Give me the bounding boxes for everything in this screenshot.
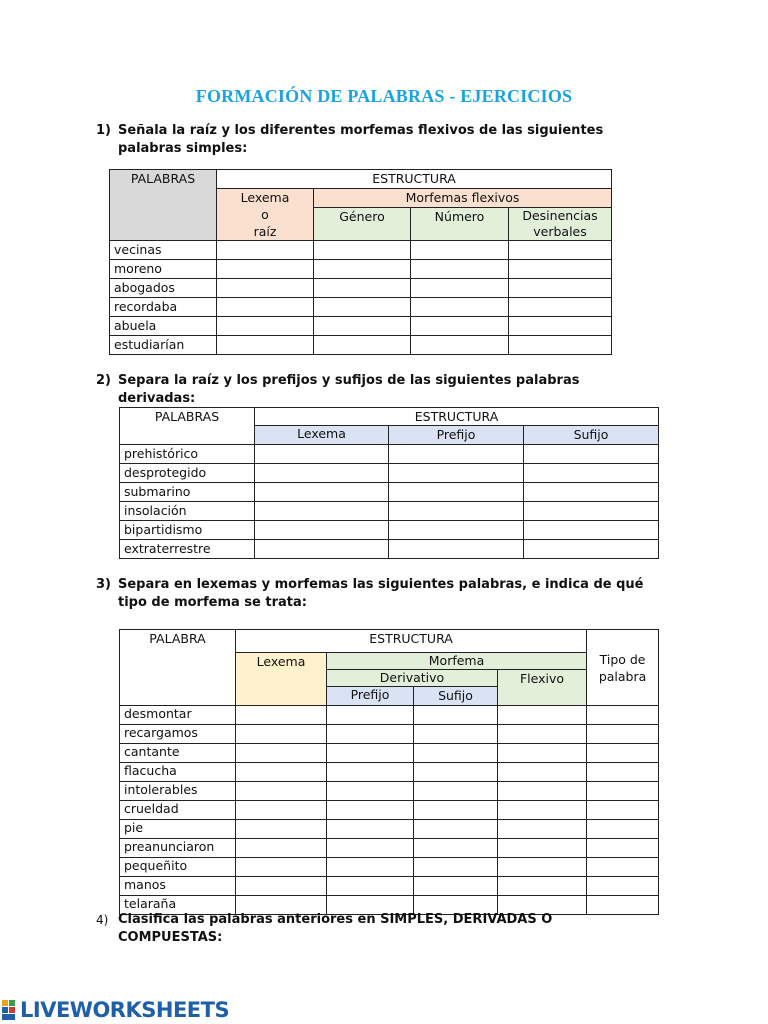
answer-cell[interactable] (411, 336, 509, 355)
header-prefijo: Prefijo (389, 426, 524, 445)
answer-cell[interactable] (389, 540, 524, 559)
answer-cell[interactable] (236, 763, 327, 782)
answer-cell[interactable] (509, 279, 612, 298)
table-q3 (119, 629, 659, 915)
answer-cell[interactable] (498, 744, 587, 763)
table-row (120, 801, 659, 820)
table-row (120, 464, 659, 483)
answer-cell[interactable] (414, 706, 498, 725)
answer-cell[interactable] (236, 839, 327, 858)
answer-cell[interactable] (587, 801, 659, 820)
answer-cell[interactable] (524, 502, 659, 521)
answer-cell[interactable] (587, 706, 659, 725)
header-sufijo: Sufijo (524, 426, 659, 445)
answer-cell[interactable] (524, 464, 659, 483)
table-row (120, 839, 659, 858)
word-cell: flacucha (120, 763, 236, 782)
answer-cell[interactable] (389, 502, 524, 521)
answer-cell[interactable] (509, 260, 612, 279)
answer-cell[interactable] (327, 763, 414, 782)
table-row (120, 540, 659, 559)
answer-cell[interactable] (314, 298, 411, 317)
word-cell: crueldad (120, 801, 236, 820)
header-genero: Género (314, 208, 411, 241)
table-q2 (119, 407, 659, 559)
table-row (110, 298, 612, 317)
answer-cell[interactable] (327, 858, 414, 877)
answer-cell[interactable] (414, 839, 498, 858)
answer-cell[interactable] (414, 725, 498, 744)
answer-cell[interactable] (587, 763, 659, 782)
header-palabra: PALABRA (120, 630, 236, 706)
answer-cell[interactable] (389, 521, 524, 540)
table-q1 (109, 169, 612, 355)
answer-cell[interactable] (498, 877, 587, 896)
question-text: Separa en lexemas y morfemas las siguientes palabras, e indica de qué tipo de morfema se trata: (118, 577, 644, 610)
word-cell: manos (120, 877, 236, 896)
answer-cell[interactable] (498, 839, 587, 858)
word-cell: estudiarían (110, 336, 217, 355)
answer-cell[interactable] (255, 540, 389, 559)
table-row (120, 502, 659, 521)
answer-cell[interactable] (236, 782, 327, 801)
word-cell: moreno (110, 260, 217, 279)
question-4 (96, 911, 656, 947)
answer-cell[interactable] (255, 483, 389, 502)
answer-cell[interactable] (236, 858, 327, 877)
table-row (110, 336, 612, 355)
answer-cell[interactable] (411, 317, 509, 336)
word-cell: preanunciaron (120, 839, 236, 858)
answer-cell[interactable] (255, 521, 389, 540)
answer-cell[interactable] (314, 279, 411, 298)
answer-cell[interactable] (217, 260, 314, 279)
answer-cell[interactable] (498, 725, 587, 744)
answer-cell[interactable] (414, 763, 498, 782)
word-cell: abuela (110, 317, 217, 336)
answer-cell[interactable] (587, 782, 659, 801)
header-morfema: Morfema (327, 653, 587, 670)
answer-cell[interactable] (411, 298, 509, 317)
answer-cell[interactable] (587, 858, 659, 877)
header-morfemas-flexivos: Morfemas flexivos (314, 189, 612, 208)
word-cell: vecinas (110, 241, 217, 260)
answer-cell[interactable] (217, 241, 314, 260)
answer-cell[interactable] (389, 464, 524, 483)
header-numero: Número (411, 208, 509, 241)
word-cell: pequeñito (120, 858, 236, 877)
answer-cell[interactable] (255, 464, 389, 483)
question-number: 4) (96, 913, 109, 927)
answer-cell[interactable] (217, 336, 314, 355)
word-cell: extraterrestre (120, 540, 255, 559)
word-cell: desmontar (120, 706, 236, 725)
answer-cell[interactable] (498, 706, 587, 725)
answer-cell[interactable] (587, 877, 659, 896)
answer-cell[interactable] (327, 782, 414, 801)
table-row (110, 279, 612, 298)
word-cell: bipartidismo (120, 521, 255, 540)
word-cell: cantante (120, 744, 236, 763)
answer-cell[interactable] (524, 540, 659, 559)
answer-cell[interactable] (236, 744, 327, 763)
header-palabras: PALABRAS (110, 170, 217, 241)
header-lexema: Lexema (236, 653, 327, 706)
header-estructura: ESTRUCTURA (255, 408, 659, 426)
table-row (120, 521, 659, 540)
answer-cell[interactable] (389, 445, 524, 464)
answer-cell[interactable] (414, 877, 498, 896)
answer-cell[interactable] (236, 706, 327, 725)
answer-cell[interactable] (498, 820, 587, 839)
header-estructura: ESTRUCTURA (217, 170, 612, 189)
question-text: Separa la raíz y los prefijos y sufijos de las siguientes palabras derivadas: (118, 373, 580, 406)
answer-cell[interactable] (587, 744, 659, 763)
header-lexema: Lexema (255, 426, 389, 445)
header-derivativo: Derivativo (327, 670, 498, 687)
question-2 (96, 372, 656, 408)
table-row (120, 706, 659, 725)
table-row (120, 763, 659, 782)
answer-cell[interactable] (314, 241, 411, 260)
answer-cell[interactable] (236, 877, 327, 896)
answer-cell[interactable] (524, 483, 659, 502)
header-lexema: Lexema o raíz (217, 189, 314, 241)
table-row (120, 725, 659, 744)
answer-cell[interactable] (236, 801, 327, 820)
header-palabras: PALABRAS (120, 408, 255, 445)
answer-cell[interactable] (509, 336, 612, 355)
word-cell: pie (120, 820, 236, 839)
answer-cell[interactable] (236, 820, 327, 839)
word-cell: insolación (120, 502, 255, 521)
answer-cell[interactable] (414, 782, 498, 801)
table-row (120, 483, 659, 502)
table-row (110, 241, 612, 260)
answer-cell[interactable] (509, 317, 612, 336)
question-text: Señala la raíz y los diferentes morfemas flexivos de las siguientes palabras simples: (118, 123, 604, 156)
question-number: 3) (96, 577, 111, 592)
answer-cell[interactable] (524, 521, 659, 540)
word-cell: submarino (120, 483, 255, 502)
table-row (110, 260, 612, 279)
answer-cell[interactable] (587, 839, 659, 858)
answer-cell[interactable] (411, 241, 509, 260)
answer-cell[interactable] (524, 445, 659, 464)
answer-cell[interactable] (498, 858, 587, 877)
word-cell: desprotegido (120, 464, 255, 483)
answer-cell[interactable] (389, 483, 524, 502)
word-cell: recordaba (110, 298, 217, 317)
answer-cell[interactable] (411, 279, 509, 298)
table-row (120, 858, 659, 877)
table-row (120, 744, 659, 763)
question-number: 1) (96, 123, 111, 138)
word-cell: telaraña (120, 896, 236, 915)
word-cell: intolerables (120, 782, 236, 801)
table-row (120, 445, 659, 464)
answer-cell[interactable] (217, 317, 314, 336)
answer-cell[interactable] (236, 725, 327, 744)
answer-cell[interactable] (327, 706, 414, 725)
header-flexivo: Flexivo (498, 670, 587, 706)
question-number: 2) (96, 373, 111, 388)
answer-cell[interactable] (327, 725, 414, 744)
table-row (120, 820, 659, 839)
word-cell: recargamos (120, 725, 236, 744)
question-text: Clasifica las palabras anteriores en SIMPLES, DERIVADAS O COMPUESTAS: (118, 912, 553, 945)
table-row (110, 317, 612, 336)
page-title: FORMACIÓN DE PALABRAS - EJERCICIOS (195, 86, 573, 106)
answer-cell[interactable] (414, 801, 498, 820)
liveworksheets-logo (2, 996, 229, 1024)
answer-cell[interactable] (327, 744, 414, 763)
header-tipo-de-palabra: Tipo de palabra (587, 630, 659, 706)
answer-cell[interactable] (498, 763, 587, 782)
question-3 (96, 576, 656, 612)
answer-cell[interactable] (327, 877, 414, 896)
table-row (120, 877, 659, 896)
answer-cell[interactable] (217, 298, 314, 317)
header-desinencias: Desinencias verbales (509, 208, 612, 241)
answer-cell[interactable] (314, 317, 411, 336)
answer-cell[interactable] (217, 279, 314, 298)
answer-cell[interactable] (411, 260, 509, 279)
answer-cell[interactable] (327, 801, 414, 820)
word-cell: abogados (110, 279, 217, 298)
answer-cell[interactable] (587, 725, 659, 744)
answer-cell[interactable] (414, 858, 498, 877)
table-row (120, 782, 659, 801)
question-1 (96, 122, 656, 158)
answer-cell[interactable] (314, 260, 411, 279)
word-cell: prehistórico (120, 445, 255, 464)
answer-cell[interactable] (498, 782, 587, 801)
answer-cell[interactable] (587, 820, 659, 839)
answer-cell[interactable] (327, 820, 414, 839)
header-prefijo: Prefijo (327, 687, 414, 706)
liveworksheets-icon (2, 1000, 18, 1020)
liveworksheets-brand: LIVEWORKSHEETS (20, 998, 230, 1022)
answer-cell[interactable] (509, 298, 612, 317)
answer-cell[interactable] (414, 744, 498, 763)
answer-cell[interactable] (498, 801, 587, 820)
answer-cell[interactable] (509, 241, 612, 260)
answer-cell[interactable] (255, 445, 389, 464)
header-estructura: ESTRUCTURA (236, 630, 587, 653)
answer-cell[interactable] (414, 820, 498, 839)
answer-cell[interactable] (327, 839, 414, 858)
answer-cell[interactable] (255, 502, 389, 521)
answer-cell[interactable] (314, 336, 411, 355)
header-sufijo: Sufijo (414, 687, 498, 706)
